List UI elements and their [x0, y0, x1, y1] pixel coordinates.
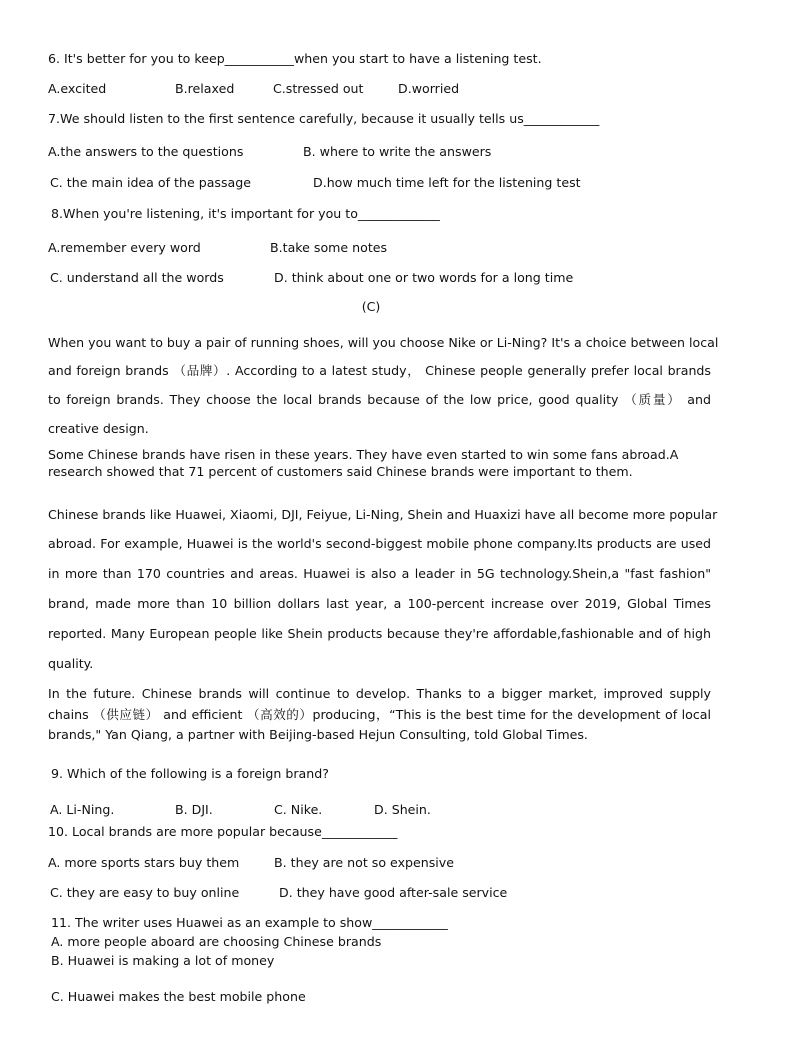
q8-option-b: B.take some notes [270, 240, 388, 255]
q9-option-d: D. Shein. [374, 802, 431, 817]
q8-option-d: D. think about one or two words for a long time [274, 270, 574, 285]
q9-option-b: B. DJI. [175, 802, 213, 817]
section-label: (C) [361, 299, 381, 314]
passage-p3-line: reported. Many European people like Shein products because they're affordable,fashionable and of high [48, 626, 711, 641]
passage-p4-line: In the future. Chinese brands will continue to develop. Thanks to a bigger market, improved supply [48, 686, 711, 701]
q10-option-a: A. more sports stars buy them [48, 855, 240, 870]
q9-option-c: C. Nike. [274, 802, 323, 817]
passage-p3-line: abroad. For example, Huawei is the world's second-biggest mobile phone company.Its products are used [48, 536, 711, 551]
passage-p4-line: chains （供应链） and efficient （高效的）producing，“This is the best time for the development of local [48, 707, 711, 722]
question-6-stem: 6. It's better for you to keep___________when you start to have a listening test. [48, 51, 542, 66]
question-7-stem: 7.We should listen to the first sentence carefully, because it usually tells us____________ [48, 111, 600, 126]
passage-p4-line: brands," Yan Qiang, a partner with Beijing-based Hejun Consulting, told Global Times. [48, 727, 588, 742]
q10-option-c: C. they are easy to buy online [50, 885, 240, 900]
question-8-stem: 8.When you're listening, it's important for you to_____________ [51, 206, 440, 221]
q11-option-b: B. Huawei is making a lot of money [51, 953, 275, 968]
q7-option-a: A.the answers to the questions [48, 144, 244, 159]
q8-option-c: C. understand all the words [50, 270, 224, 285]
question-11-stem: 11. The writer uses Huawei as an example to show____________ [51, 915, 448, 930]
passage-p3-line: brand, made more than 10 billion dollars last year, a 100-percent increase over 2019, Global Times [48, 596, 711, 611]
passage-p3-line: quality. [48, 656, 94, 671]
passage-p1-line: creative design. [48, 421, 149, 436]
q11-option-c: C. Huawei makes the best mobile phone [51, 989, 306, 1004]
passage-p1-line: When you want to buy a pair of running shoes, will you choose Nike or Li-Ning? It's a choice between local [48, 335, 719, 350]
q7-option-b: B. where to write the answers [303, 144, 492, 159]
q6-option-a: A.excited [48, 81, 107, 96]
q10-option-d: D. they have good after-sale service [279, 885, 508, 900]
q6-option-d: D.worried [398, 81, 460, 96]
q11-option-a: A. more people aboard are choosing Chinese brands [51, 934, 382, 949]
passage-p3-line: Chinese brands like Huawei, Xiaomi, DJI, Feiyue, Li-Ning, Shein and Huaxizi have all become more popular [48, 507, 718, 522]
passage-p1-line: and foreign brands （品牌）. According to a latest study， Chinese people generally prefer local brands [48, 363, 711, 378]
q7-option-d: D.how much time left for the listening test [313, 175, 581, 190]
q8-option-a: A.remember every word [48, 240, 201, 255]
q10-option-b: B. they are not so expensive [274, 855, 455, 870]
q7-option-c: C. the main idea of the passage [50, 175, 252, 190]
q6-option-b: B.relaxed [175, 81, 235, 96]
passage-p2: Some Chinese brands have risen in these years. They have even started to win some fans abroad.A research showed that 71 percent of customers said Chinese brands were important to them. [48, 447, 679, 479]
passage-p3-line: in more than 170 countries and areas. Huawei is also a leader in 5G technology.Shein,a "fast fashion" [48, 566, 711, 581]
q9-option-a: A. Li-Ning. [50, 802, 115, 817]
passage-p1-line: to foreign brands. They choose the local brands because of the low price, good quality （质量） and [48, 392, 711, 407]
question-10-stem: 10. Local brands are more popular because____________ [48, 824, 398, 839]
q6-option-c: C.stressed out [273, 81, 364, 96]
question-9-stem: 9. Which of the following is a foreign brand? [51, 766, 329, 781]
